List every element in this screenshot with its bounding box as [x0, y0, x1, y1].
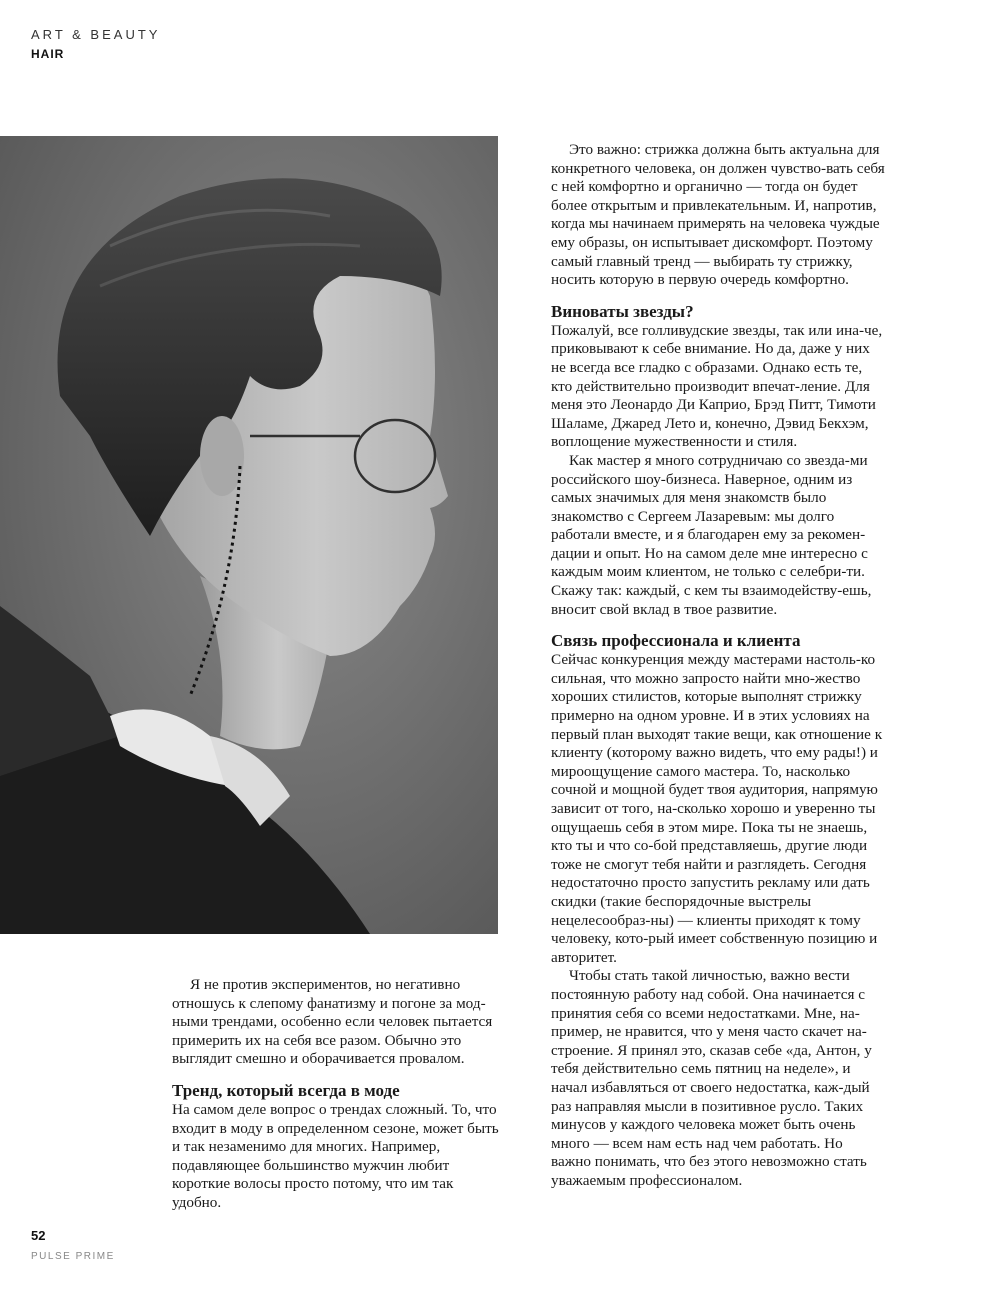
paragraph: Сейчас конкуренция между мастерами настоль-ко сильная, что можно запросто найти мно-жество хороших стилистов, которые выполнят стрижку примерно на одном уровне. И в этих условиях на первый план выходят такие вещи, как отношение к клиенту (которому важно видеть, что ему рады!) и мироощущение самого мастера. То, насколько сочной и мощной будет твоя аудитория, напрямую зависит от того, на-сколько хорошо и уверенно ты ощущаешь себя в этом мире. Пока ты не знаешь, кто ты и что со-бой представляешь, другие люди тоже не смогут тебя найти и разглядеть. Сегодня недостаточно просто запустить рекламу или дать скидки (такие беспорядочные выстрелы нецелесообраз-ны) — клиенты приходят к тому человеку, кото-рый имеет собственную позицию и авторитет. [551, 651, 883, 966]
paragraph: На самом деле вопрос о трендах сложный. То, что входит в моду в определенном сезоне, может быть и так незаменимо для многих. Например, подавляющее большинство мужчин любит короткие волосы просто потому, что им так удобно. [172, 1100, 499, 1211]
left-column [172, 976, 502, 1213]
paragraph: Чтобы стать такой личностью, важно вести постоянную работу над собой. Она начинается с принятия себя со всеми недостатками. Мне, на-пример, не нравится, что у меня часто скачет на-строение. Я принял это, сказав себе «да, Антон, у тебя действительно семь пятниц на неделе», и начал избавляться от своего недостатка, каж-дый раз направляя мысли в позитивное русло. Таких минусов у каждого человека может быть очень много — всем нам есть над чем работать. Но важно понимать, что без этого невозможно стать уважаемым профессионалом. [551, 967, 872, 1189]
paragraph: Пожалуй, все голливудские звезды, так или ина-че, приковывают к себе внимание. Но да, даже у них не всегда все гладко с образами. Однако есть те, кто действительно производит впечат-ление. Для меня это Леонардо Ди Каприо, Брэд Питт, Тимоти Шаламе, Джаред Лето и, конечно, Дэвид Бекхэм, воплощение мужественности и стиля. [551, 321, 883, 451]
paragraph: Как мастер я много сотрудничаю со звезда-ми российского шоу-бизнеса. Наверное, одним из самых значимых для меня знакомств было знакомство с Сергеем Лазаревым: мы долго работали вместе, и я благодарен ему за рекомен-дации и опыт. Но на самом деле мне интересно с каждым моим клиентом, не только с селебри-ти. Скажу так: каждый, с кем ты взаимодейству-ешь, вносит свой вклад в твое развитие. [551, 451, 872, 618]
subsection-label: HAIR [31, 47, 65, 61]
magazine-name: PULSE PRIME [31, 1251, 115, 1262]
section-label: ART & BEAUTY [31, 27, 161, 42]
subheading-client-connection: Связь профессионала и клиента [551, 631, 801, 651]
right-column [551, 141, 885, 1190]
paragraph: Это важно: стрижка должна быть актуальна для конкретного человека, он должен чувство-вать себя с ней комфортно и органично — тогда он будет более открытым и привлекательным. И, напротив, когда мы начинаем примерять на человека чуждые ему образы, он испытывает дискомфорт. Поэтому самый главный тренд — выбирать ту стрижку, носить которую в первую очередь комфортно. [551, 141, 885, 289]
page-number: 52 [31, 1228, 46, 1243]
portrait-photo [0, 136, 498, 934]
portrait-illustration [0, 136, 498, 934]
subheading-stars: Виноваты звезды? [551, 301, 694, 321]
paragraph: Я не против экспериментов, но негативно отношусь к слепому фанатизму и погоне за мод-ными трендами, особенно если человек пытается примерить их на себя все разом. Обычно это выглядит смешно и оборачивается провалом. [172, 976, 493, 1068]
subheading-trend: Тренд, который всегда в моде [172, 1080, 400, 1100]
